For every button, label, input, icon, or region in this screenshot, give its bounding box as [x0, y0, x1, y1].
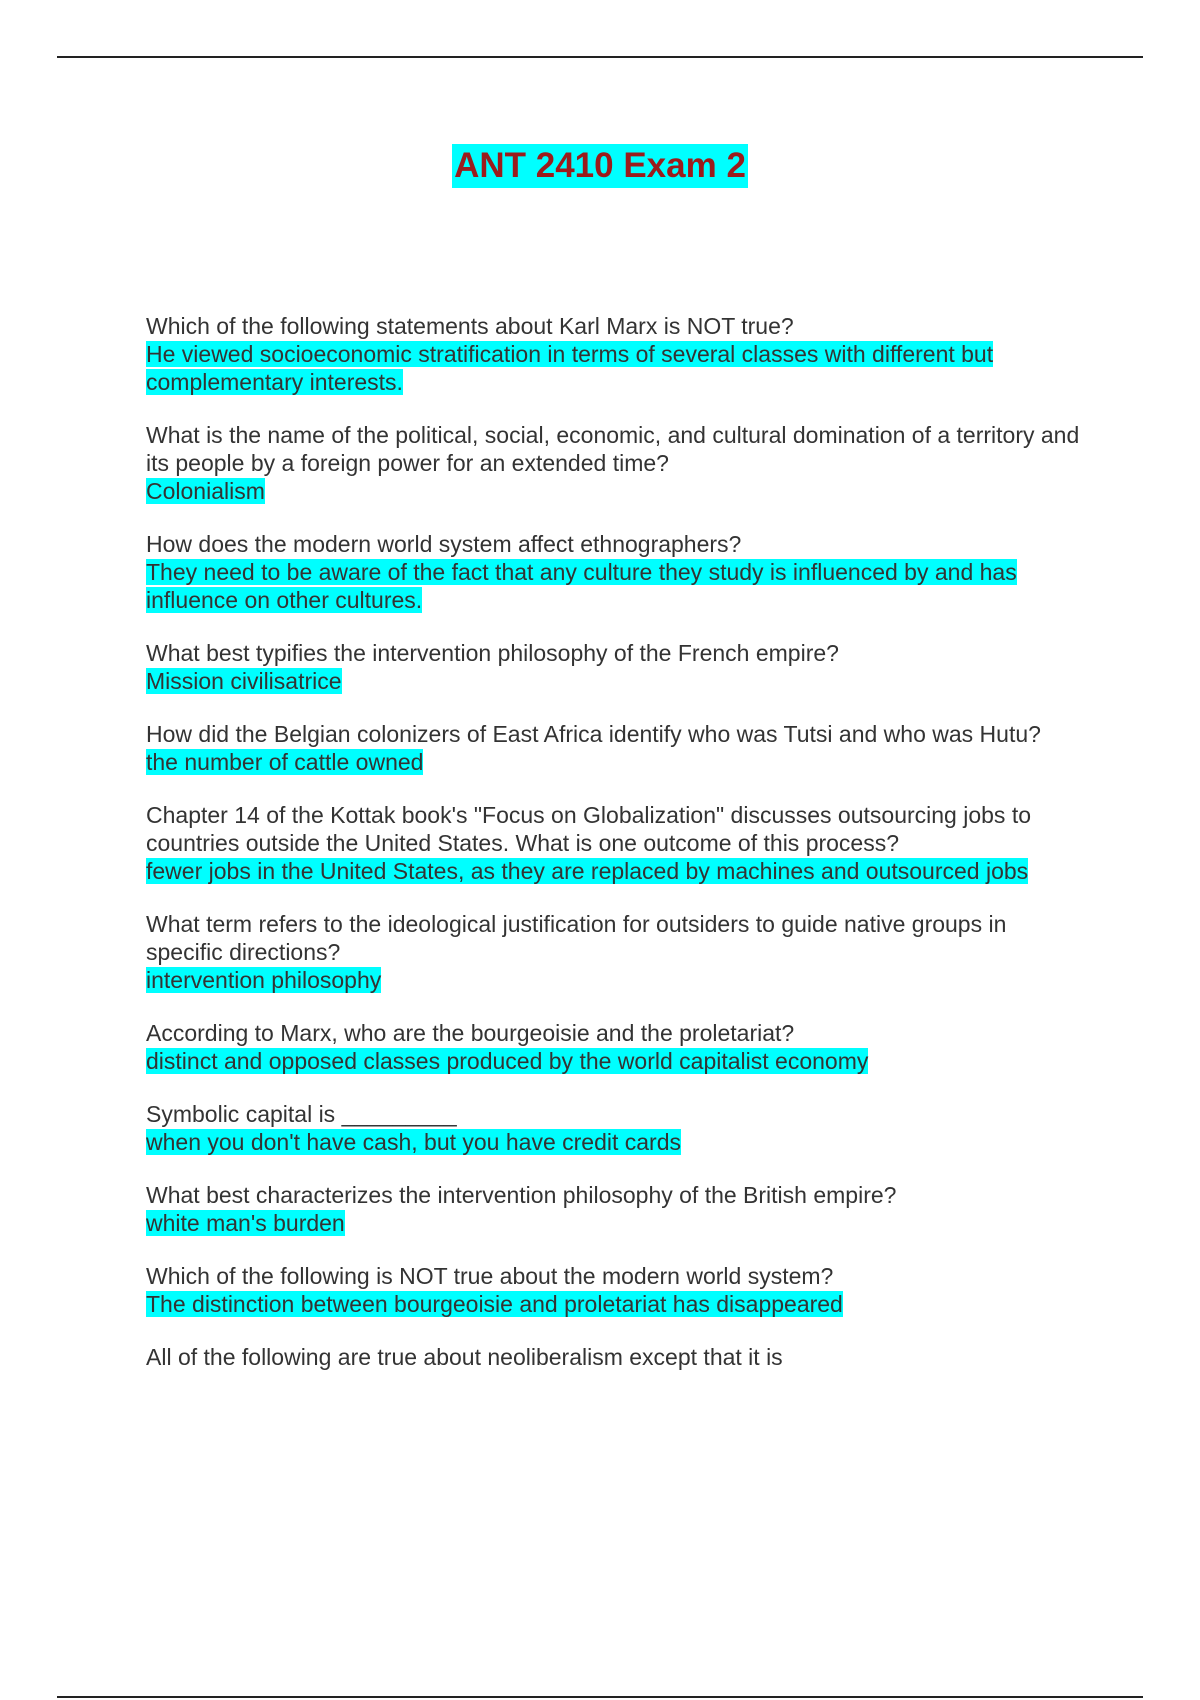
answer-text: The distinction between bourgeoisie and proletariat has disappeared: [146, 1291, 843, 1317]
question-text: Symbolic capital is _________: [146, 1101, 457, 1127]
answer-text: when you don't have cash, but you have credit cards: [146, 1129, 681, 1155]
question-text: What term refers to the ideological justification for outsiders to guide native groups in specific directions?: [146, 911, 1007, 965]
answer-text: intervention philosophy: [146, 967, 382, 993]
qa-item: [146, 801, 1086, 885]
qa-item: [146, 421, 1086, 505]
question-text: Which of the following statements about Karl Marx is NOT true?: [146, 313, 794, 339]
qa-item: [146, 639, 1086, 695]
qa-item: [146, 312, 1086, 396]
document-title: ANT 2410 Exam 2: [452, 144, 748, 188]
qa-item: [146, 1181, 1086, 1237]
title-container: [0, 144, 1200, 188]
question-text: Which of the following is NOT true about the modern world system?: [146, 1263, 834, 1289]
question-list: [146, 312, 1086, 1396]
qa-item: [146, 910, 1086, 994]
qa-item: [146, 1100, 1086, 1156]
qa-item: [146, 1019, 1086, 1075]
answer-text: They need to be aware of the fact that any culture they study is influenced by and has influence on other cultures.: [146, 559, 1017, 613]
question-text: According to Marx, who are the bourgeoisie and the proletariat?: [146, 1020, 795, 1046]
qa-item: [146, 530, 1086, 614]
answer-text: fewer jobs in the United States, as they are replaced by machines and outsourced jobs: [146, 858, 1029, 884]
qa-item: [146, 1343, 1086, 1371]
answer-text: the number of cattle owned: [146, 749, 424, 775]
question-text: Chapter 14 of the Kottak book's "Focus on Globalization" discusses outsourcing jobs to countries outside the United States. What is one outcome of this process?: [146, 802, 1031, 856]
question-text: What best typifies the intervention philosophy of the French empire?: [146, 640, 839, 666]
answer-text: distinct and opposed classes produced by the world capitalist economy: [146, 1048, 869, 1074]
question-text: All of the following are true about neoliberalism except that it is: [146, 1344, 783, 1370]
question-text: How does the modern world system affect ethnographers?: [146, 531, 742, 557]
top-rule: [57, 56, 1143, 58]
question-text: How did the Belgian colonizers of East Africa identify who was Tutsi and who was Hutu?: [146, 721, 1041, 747]
qa-item: [146, 720, 1086, 776]
question-text: What is the name of the political, social, economic, and cultural domination of a territory and its people by a foreign power for an extended time?: [146, 422, 1080, 476]
answer-text: He viewed socioeconomic stratification in terms of several classes with different but complementary interests.: [146, 341, 994, 395]
bottom-rule: [57, 1696, 1143, 1698]
answer-text: Colonialism: [146, 478, 265, 504]
qa-item: [146, 1262, 1086, 1318]
answer-text: white man's burden: [146, 1210, 345, 1236]
answer-text: Mission civilisatrice: [146, 668, 342, 694]
question-text: What best characterizes the intervention philosophy of the British empire?: [146, 1182, 897, 1208]
